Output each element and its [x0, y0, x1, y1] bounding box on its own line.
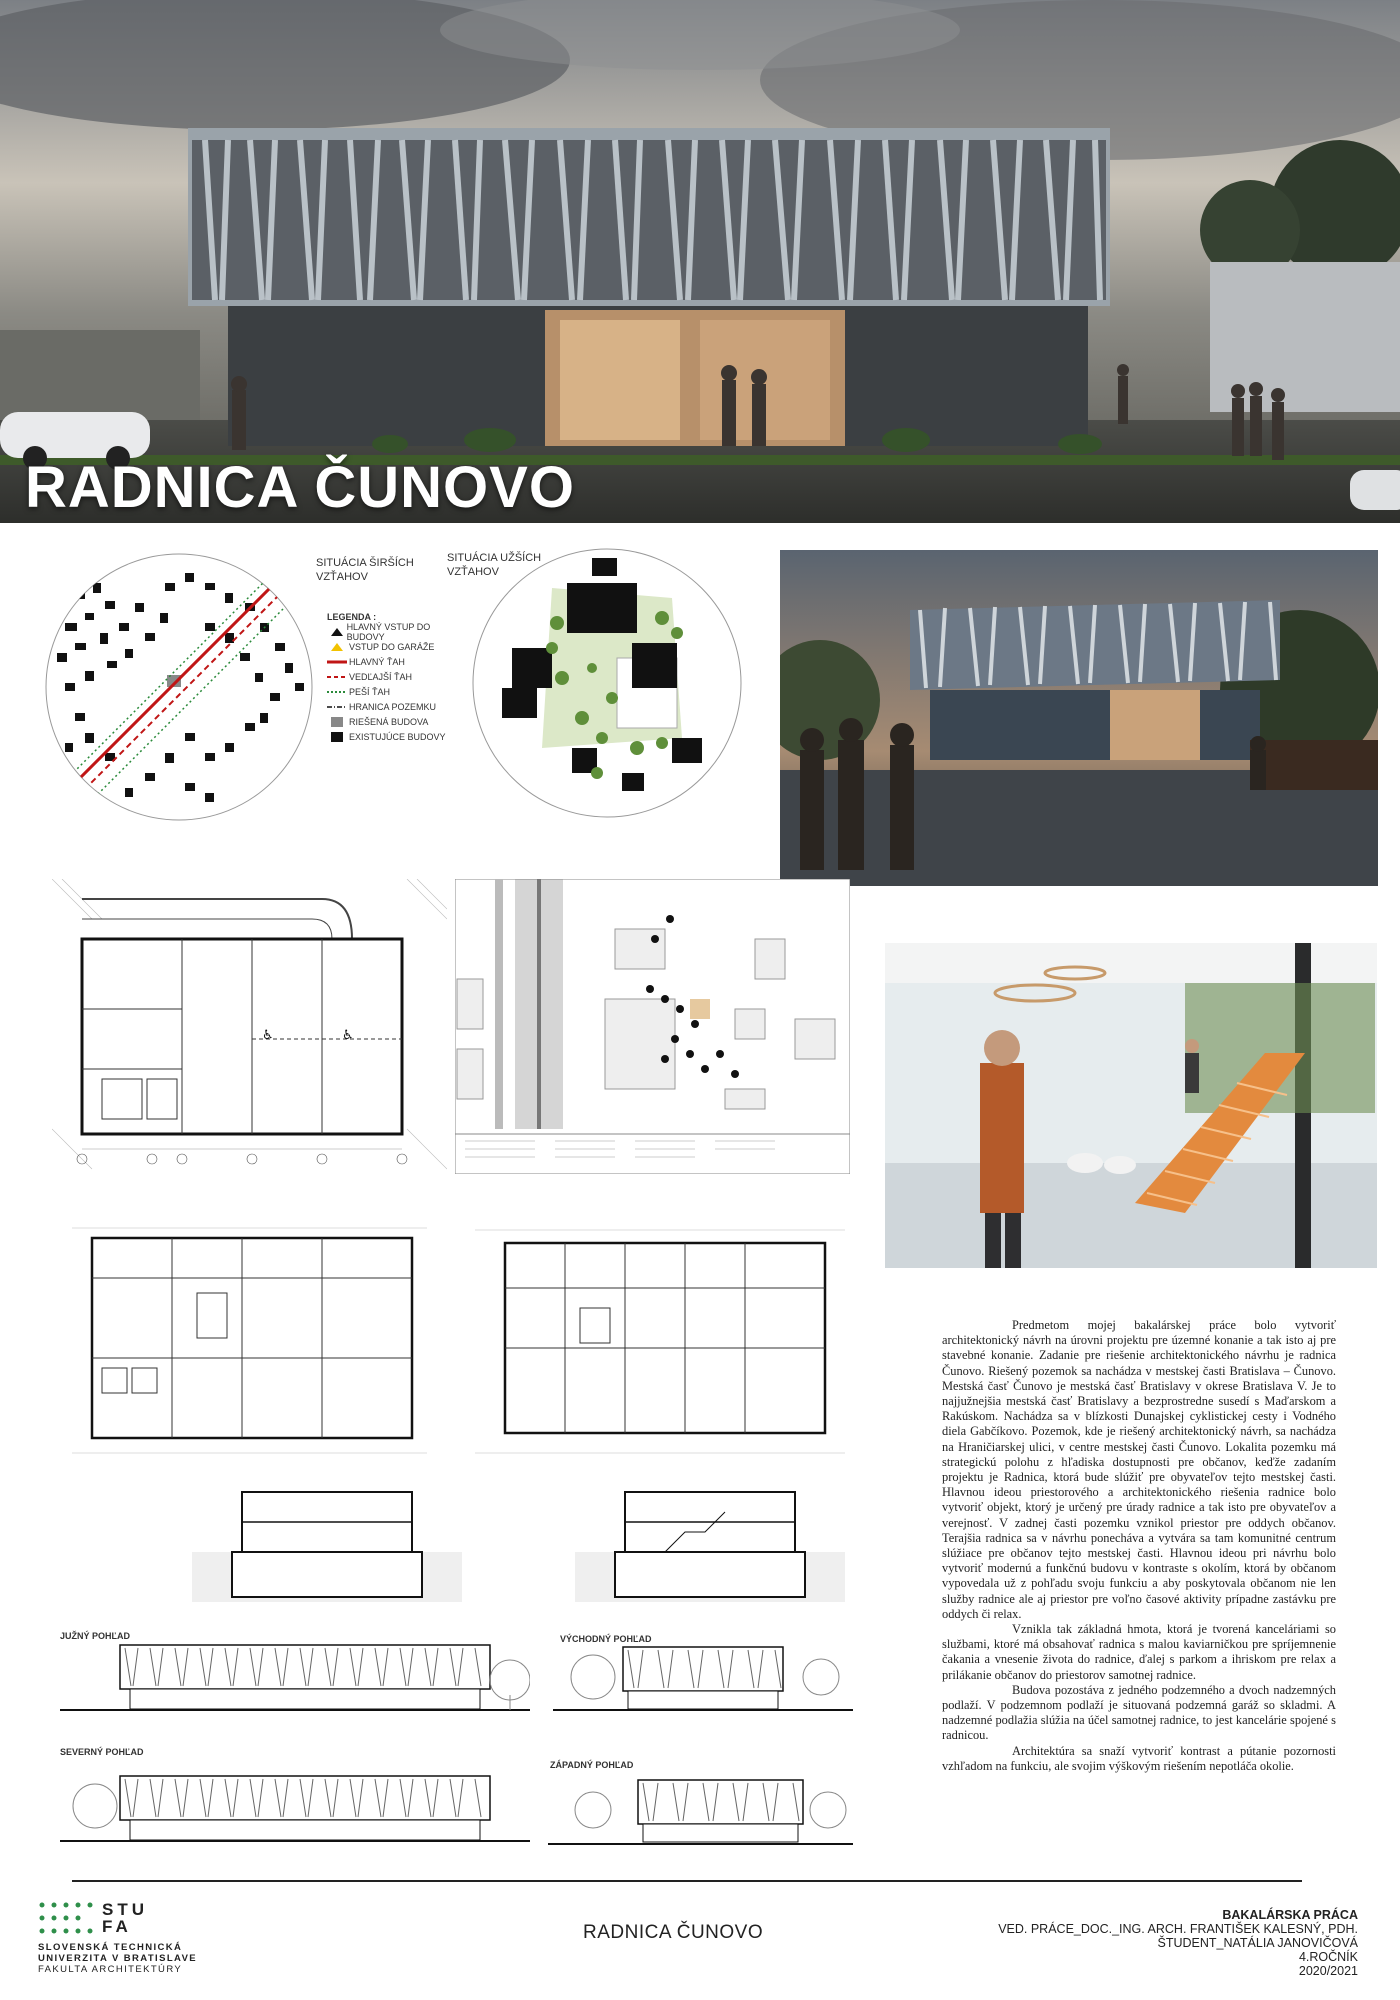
site-situation-plan	[455, 879, 850, 1174]
section-b	[575, 1487, 845, 1602]
section-a	[192, 1487, 462, 1602]
dashed-red-line-icon	[327, 672, 349, 682]
triangle-yellow-icon	[327, 642, 349, 652]
east-elevation	[553, 1642, 853, 1717]
east-elevation-label: VÝCHODNÝ POHĽAD	[560, 1634, 652, 1644]
legend-item: VSTUP DO GARÁŽE	[327, 639, 457, 654]
page-title: RADNICA ČUNOVO	[25, 455, 575, 520]
solid-red-line-icon	[327, 657, 349, 667]
south-elevation-label: JUŽNÝ POHĽAD	[60, 1631, 131, 1641]
svg-text:♿: ♿	[262, 1028, 274, 1043]
legend-item: HLAVNÝ VSTUP DO BUDOVY	[327, 624, 457, 639]
dotted-green-line-icon	[327, 687, 349, 697]
supervisor: VED. PRÁCE_DOC._ING. ARCH. FRANTIŠEK KALESNÝ, PDH.	[998, 1922, 1358, 1936]
site-legend	[327, 621, 457, 744]
stu-dots-icon	[38, 1900, 96, 1936]
university-line-1: SLOVENSKÁ TECHNICKÁ	[38, 1942, 183, 1953]
legend-item: HRANICA POZEMKU	[327, 699, 457, 714]
legend-item: VEDĽAJŠÍ ŤAH	[327, 669, 457, 684]
student: ŠTUDENT_NATÁLIA JANOVIČOVÁ	[1157, 1936, 1358, 1950]
grey-square-icon	[327, 717, 349, 727]
interior-render	[885, 943, 1377, 1268]
basement-floor-plan	[52, 879, 447, 1174]
description-paragraph: Predmetom mojej bakalárskej práce bolo vytvoriť architektonický návrh na úrovni projektu pre územné konanie a tak isto aj pre stavebné konanie. Zadanie pre riešenie architektonického návrhu je radnica Čunovo. Riešený pozemok sa nachádza v mestskej časti Bratislava – Čunovo. Mestská časť Čunovo je mestská časť Bratislavy v okrese Bratislava V. Je to najjužnejšia mestská časť Bratislavy a bezprostredne susedí s Maďarskom a Rakúskom. Nachádza sa v blízkosti Dunajskej cyklistickej cesty i Vodného diela Gabčíkovo. Pozemok, kde je riešený architektonický návrh, sa nachádza na Hraničiarskej ulici, v centre mestskej časti Čunovo. Lokalita pozemku má strategickú polohu z hľadiska dostupnosti pre občanov, keďže zadaním projektu je Radnica, ktorá bude slúžiť pre obyvateľov tejto mestskej časti. Hlavnou ideou priestorového a architektonického riešenia radnice bolo vytvoriť objekt, ktorý je určený pre úrady radnice a tak isto pre obyvateľov a verejnosť. V zadnej časti pozemku vznikol priestor pre oddych občanov. Terajšia radnica sa v návrhu ponecháva a vytvára sa tam komunitné centrum slúžiace pre občanov tejto mestskej časti. Hlavnou ideou pri návrhu bolo vytvoriť modernú a funkčnú budovu v kontraste s okolím, ktorá by občanom vypovedala už z pohľadu svoju funkciu a aby poskytovala občanom nie len služby radnice ale aj priestor pre voľno časové aktivity prípadne zastávku pre oddych či relax.	[942, 1318, 1336, 1621]
description-paragraph: Budova pozostáva z jedného podzemného a dvoch nadzemných podlaží. V podzemnom podlaží je situovaná podzemná garáž so skladmi. A nadzemné podlažia slúžia na účel samotnej radnice, to jest kancelárie spojené s radnicou.	[942, 1682, 1336, 1743]
west-elevation	[548, 1770, 853, 1850]
hero-building-render	[0, 0, 1400, 523]
exterior-render	[780, 550, 1378, 886]
year-of-study: 4.ROČNÍK	[1298, 1950, 1358, 1964]
legend-item: EXISTUJÚCE BUDOVY	[327, 729, 457, 744]
north-elevation	[60, 1756, 530, 1846]
north-elevation-label: SEVERNÝ POHĽAD	[60, 1747, 144, 1757]
stu-fa-logo	[38, 1900, 238, 1975]
narrow-site-plan	[472, 548, 742, 818]
logo-stu: STU	[102, 1900, 148, 1919]
project-description	[942, 1318, 1336, 1774]
faculty-name: FAKULTA ARCHITEKTÚRY	[38, 1964, 183, 1975]
description-paragraph: Architektúra sa snaží vytvoriť kontrast a pútanie pozornosti vzhľadom na funkciu, ale svojim výškovým riešením nepotláča okolie.	[942, 1743, 1336, 1773]
academic-year: 2020/2021	[1298, 1964, 1358, 1978]
work-type: BAKALÁRSKA PRÁCA	[1222, 1908, 1358, 1922]
logo-fa: FA	[102, 1917, 132, 1936]
legend-item: RIEŠENÁ BUDOVA	[327, 714, 457, 729]
university-line-2: UNIVERZITA V BRATISLAVE	[38, 1953, 198, 1964]
legend-item: PEŠÍ ŤAH	[327, 684, 457, 699]
description-paragraph: Vznikla tak základná hmota, ktorá je tvorená kanceláriami so službami, ktoré má obsahovať radnica s malou kaviarničkou pre spríjemnenie čakania a vnesenie života do radnice, ďalej s parkom a ihriskom pre relax a prilákanie občanov do priestorov samotnej radnice.	[942, 1622, 1336, 1682]
narrow-site-title: SITUÁCIA UŽŠÍCH VZŤAHOV	[447, 552, 542, 578]
ground-floor-plan	[72, 1218, 427, 1463]
legend-item: HLAVNÝ ŤAH	[327, 654, 457, 669]
hero-render	[0, 0, 1400, 523]
west-elevation-label: ZÁPADNÝ POHĽAD	[550, 1760, 634, 1770]
triangle-black-icon	[327, 627, 347, 637]
dash-dot-line-icon	[327, 702, 349, 712]
footer-credits	[838, 1908, 1358, 1978]
wider-site-plan	[45, 553, 313, 821]
footer-divider	[72, 1880, 1302, 1882]
svg-text:♿: ♿	[342, 1028, 354, 1043]
south-elevation	[60, 1640, 530, 1715]
first-floor-plan	[475, 1218, 845, 1463]
wider-site-title: SITUÁCIA ŠIRŠÍCH VZŤAHOV	[316, 557, 414, 583]
footer-title: RADNICA ČUNOVO	[583, 1922, 764, 1943]
black-square-icon	[327, 732, 349, 742]
legend-title: LEGENDA :	[327, 612, 377, 622]
